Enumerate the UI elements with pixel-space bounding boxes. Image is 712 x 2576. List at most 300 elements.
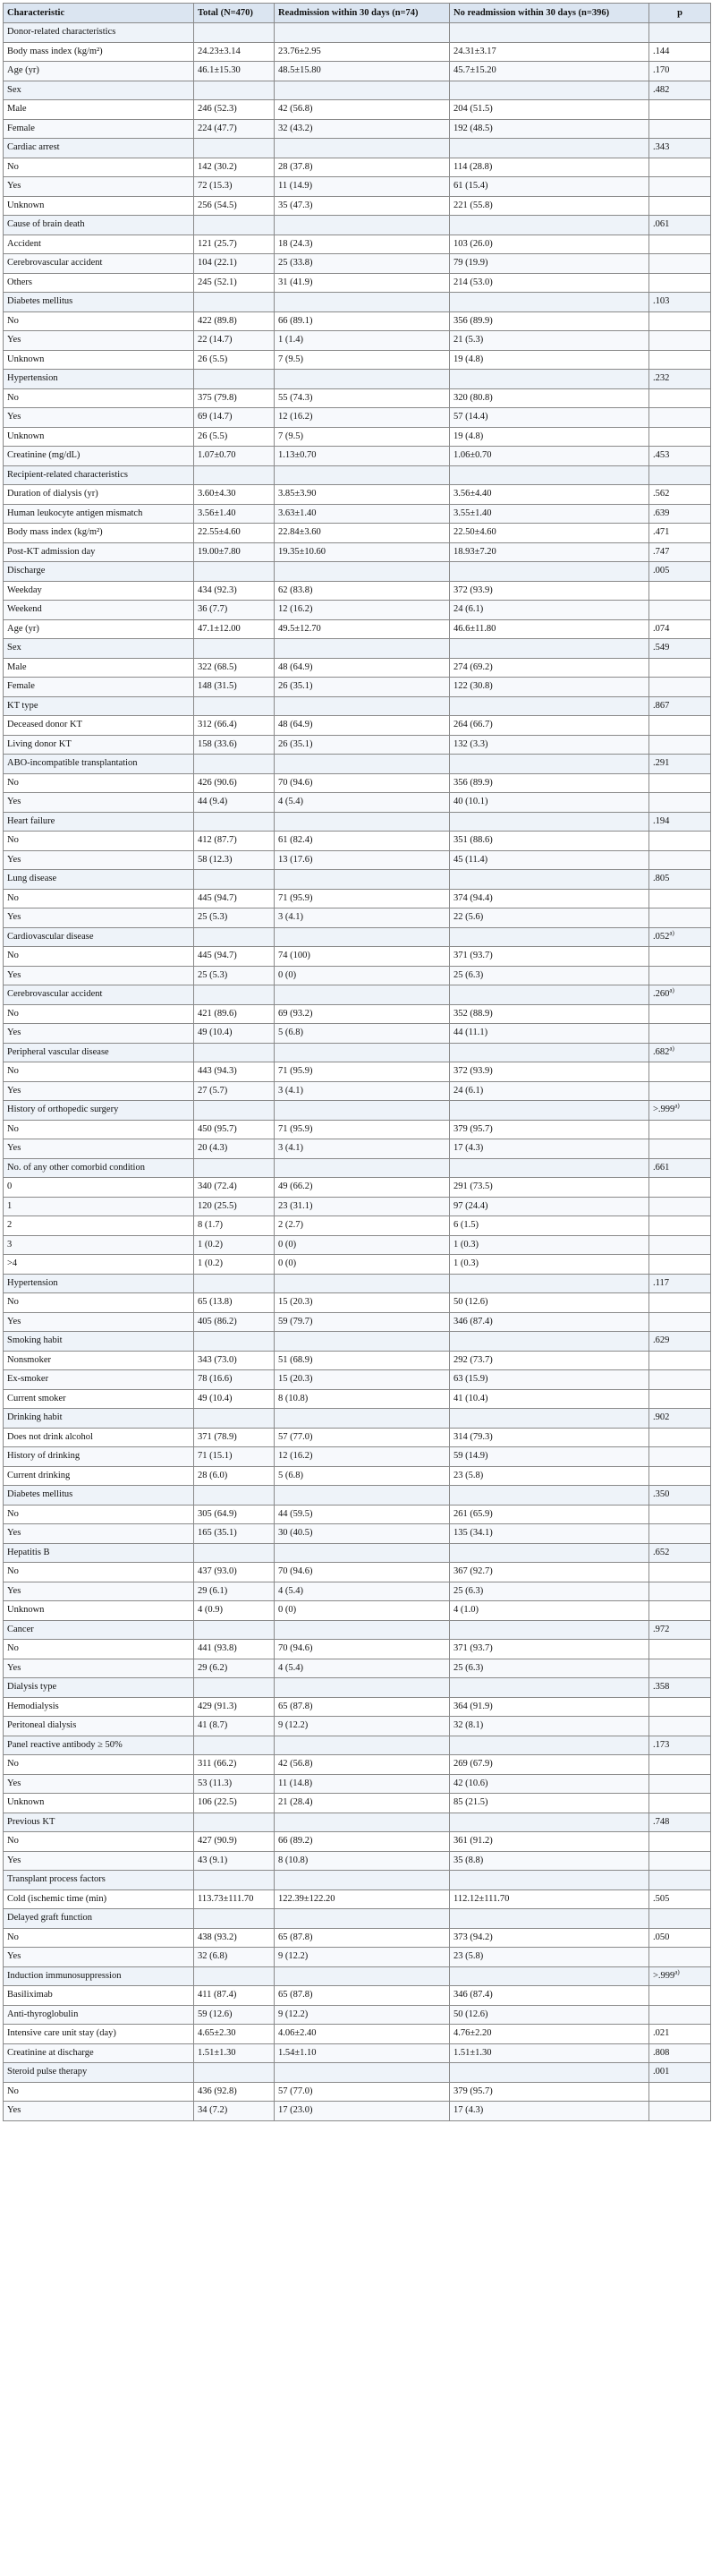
no-readmission-cell (450, 62, 649, 81)
readmission-cell (275, 927, 450, 947)
readmission-cell (275, 62, 450, 81)
characteristic-cell (4, 1255, 194, 1275)
p-value-text: .867 (653, 700, 670, 711)
total-cell (194, 985, 275, 1005)
total-cell (194, 696, 275, 716)
no-readmission-cell (450, 1697, 649, 1717)
characteristic-text: Heart failure (7, 815, 55, 826)
p-value-cell (649, 658, 711, 678)
total-cell (194, 196, 275, 216)
p-value-cell (649, 293, 711, 312)
table-row (4, 1389, 711, 1409)
readmission-cell (275, 1081, 450, 1101)
characteristic-text: Current drinking (7, 1470, 71, 1480)
no-readmission-cell (450, 1678, 649, 1698)
table-row (4, 1004, 711, 1024)
characteristic-text: No (7, 1123, 19, 1134)
characteristic-text: Accident (7, 238, 41, 249)
no-readmission-cell (450, 504, 649, 524)
characteristic-text: Human leukocyte antigen mismatch (7, 508, 143, 518)
no-readmission-cell (450, 1447, 649, 1467)
p-value-cell (649, 196, 711, 216)
table-row (4, 1081, 711, 1101)
characteristic-cell (4, 273, 194, 293)
p-value-cell (649, 1120, 711, 1139)
characteristic-text: Peripheral vascular disease (7, 1046, 109, 1057)
p-value-cell (649, 1563, 711, 1582)
table-row (4, 658, 711, 678)
total-text: 311 (66.2) (198, 1759, 237, 1770)
table-row (4, 1774, 711, 1794)
characteristic-text: No (7, 1297, 19, 1308)
section-header-row (4, 81, 711, 100)
p-value-cell (649, 235, 711, 254)
characteristic-cell (4, 504, 194, 524)
no-readmission-cell (450, 388, 649, 408)
section-header-row (4, 1813, 711, 1832)
no-readmission-cell (450, 1332, 649, 1352)
characteristic-text: History of orthopedic surgery (7, 1105, 119, 1115)
no-readmission-text: 291 (73.5) (453, 1181, 493, 1192)
total-text: 421 (89.6) (198, 1008, 237, 1019)
p-value-cell (649, 1081, 711, 1101)
no-readmission-cell (450, 1948, 649, 1967)
characteristic-text: Cardiac arrest (7, 142, 60, 153)
total-text: 29 (6.1) (198, 1585, 228, 1596)
no-readmission-cell (450, 293, 649, 312)
total-cell (194, 408, 275, 428)
table-row (4, 62, 711, 81)
readmission-cell (275, 1447, 450, 1467)
characteristic-cell (4, 62, 194, 81)
readmission-cell (275, 658, 450, 678)
characteristic-cell (4, 2025, 194, 2044)
characteristic-text: Living donor KT (7, 738, 72, 749)
p-value-cell (649, 1274, 711, 1293)
characteristic-cell (4, 1524, 194, 1544)
readmission-cell (275, 1293, 450, 1313)
total-text: 58 (12.3) (198, 854, 233, 865)
characteristic-cell (4, 1486, 194, 1506)
no-readmission-text: 214 (53.0) (453, 277, 493, 287)
p-value-cell (649, 273, 711, 293)
no-readmission-cell (450, 1197, 649, 1216)
total-cell (194, 2005, 275, 2025)
characteristic-cell (4, 793, 194, 813)
characteristic-cell (4, 1794, 194, 1813)
total-cell (194, 1620, 275, 1640)
readmission-cell (275, 1774, 450, 1794)
no-readmission-text: 379 (95.7) (453, 2086, 493, 2096)
no-readmission-text: 372 (93.9) (453, 1066, 493, 1077)
no-readmission-text: 24 (6.1) (453, 604, 484, 615)
total-cell (194, 1678, 275, 1698)
no-readmission-text: 373 (94.2) (453, 1932, 493, 1942)
no-readmission-cell (450, 447, 649, 466)
no-readmission-cell (450, 2082, 649, 2102)
no-readmission-cell (450, 1409, 649, 1429)
p-value-cell (649, 2005, 711, 2025)
p-value-cell (649, 1351, 711, 1370)
total-cell (194, 1832, 275, 1852)
p-value-text: .050 (653, 1932, 670, 1942)
no-readmission-text: 6 (1.5) (453, 1220, 479, 1231)
total-text: 246 (52.3) (198, 104, 237, 115)
characteristic-cell (4, 601, 194, 620)
total-cell (194, 1486, 275, 1506)
characteristic-text: Induction immunosuppression (7, 1970, 122, 1981)
characteristic-cell (4, 1986, 194, 2006)
characteristic-text: Yes (7, 412, 21, 422)
characteristic-cell (4, 331, 194, 351)
total-text: 22.55±4.60 (198, 527, 241, 538)
p-value-cell (649, 2063, 711, 2083)
p-value-cell (649, 1524, 711, 1544)
characteristic-cell (4, 1197, 194, 1216)
total-cell (194, 158, 275, 177)
total-cell (194, 1851, 275, 1871)
no-readmission-cell (450, 1736, 649, 1755)
p-value-cell (649, 42, 711, 62)
p-value-cell (649, 62, 711, 81)
characteristic-text: Male (7, 104, 27, 115)
total-text: 445 (94.7) (198, 951, 237, 961)
no-readmission-cell (450, 793, 649, 813)
characteristic-cell (4, 1582, 194, 1601)
total-cell (194, 1909, 275, 1929)
no-readmission-cell (450, 562, 649, 582)
readmission-text: 42 (56.8) (278, 104, 313, 115)
total-cell (194, 1813, 275, 1832)
characteristic-cell (4, 1158, 194, 1178)
p-value-cell (649, 562, 711, 582)
readmission-cell (275, 1466, 450, 1486)
no-readmission-text: 367 (92.7) (453, 1566, 493, 1577)
readmission-cell (275, 850, 450, 870)
characteristic-text: No (7, 951, 19, 961)
readmission-cell (275, 1389, 450, 1409)
characteristic-cell (4, 1774, 194, 1794)
characteristic-text: Transplant process factors (7, 1874, 106, 1885)
p-value-cell (649, 2082, 711, 2102)
no-readmission-cell (450, 619, 649, 639)
no-readmission-cell (450, 755, 649, 774)
p-value-cell (649, 81, 711, 100)
total-cell (194, 639, 275, 659)
no-readmission-text: 19 (4.8) (453, 431, 484, 441)
characteristic-text: No (7, 392, 19, 403)
readmission-cell (275, 427, 450, 447)
total-text: 429 (91.3) (198, 1701, 237, 1711)
characteristic-text: Weekday (7, 584, 42, 595)
table-row (4, 350, 711, 370)
section-header-row (4, 1158, 711, 1178)
total-text: 371 (78.9) (198, 1431, 237, 1442)
characteristic-cell (4, 388, 194, 408)
characteristic-text: Sex (7, 643, 21, 653)
no-readmission-text: 361 (91.2) (453, 1836, 493, 1847)
total-text: 8 (1.7) (198, 1220, 223, 1231)
no-readmission-cell (450, 254, 649, 274)
no-readmission-text: 24.31±3.17 (453, 46, 496, 56)
characteristic-text: 2 (7, 1220, 13, 1231)
total-text: 113.73±111.70 (198, 1893, 254, 1904)
no-readmission-cell (450, 408, 649, 428)
characteristic-cell (4, 985, 194, 1005)
characteristic-cell (4, 370, 194, 389)
section-header-row (4, 1486, 711, 1506)
no-readmission-text: 44 (11.1) (453, 1028, 488, 1038)
readmission-cell (275, 1697, 450, 1717)
readmission-text: 9 (12.2) (278, 2009, 309, 2019)
readmission-cell (275, 889, 450, 908)
total-cell (194, 42, 275, 62)
table-row (4, 832, 711, 851)
total-text: 412 (87.7) (198, 835, 237, 846)
readmission-cell (275, 100, 450, 120)
p-value-text: .260 (653, 989, 670, 1000)
no-readmission-cell (450, 1235, 649, 1255)
characteristic-text: Hepatitis B (7, 1547, 50, 1557)
characteristic-cell (4, 562, 194, 582)
p-value-cell (649, 370, 711, 389)
total-text: 41 (8.7) (198, 1720, 228, 1731)
total-text: 3.56±1.40 (198, 508, 236, 518)
characteristic-text: Recipient-related characteristics (7, 469, 128, 480)
p-value-cell (649, 1755, 711, 1775)
p-value-cell (649, 100, 711, 120)
readmission-text: 70 (94.6) (278, 777, 313, 788)
total-cell (194, 1062, 275, 1082)
readmission-text: 0 (0) (278, 1258, 297, 1269)
no-readmission-text: 17 (4.3) (453, 2105, 484, 2116)
characteristic-text: Diabetes mellitus (7, 1489, 73, 1500)
total-text: 43 (9.1) (198, 1855, 228, 1865)
no-readmission-text: 23 (5.8) (453, 1470, 484, 1480)
no-readmission-cell (450, 100, 649, 120)
characteristic-text: Cause of brain death (7, 219, 85, 230)
p-value-cell (649, 716, 711, 736)
p-value-text: .748 (653, 1816, 670, 1827)
total-text: 24.23±3.14 (198, 46, 241, 56)
no-readmission-cell (450, 1120, 649, 1139)
characteristic-text: Yes (7, 335, 21, 345)
p-value-cell (649, 1909, 711, 1929)
total-cell (194, 773, 275, 793)
p-value-cell (649, 1717, 711, 1736)
characteristic-text: Hypertension (7, 373, 58, 384)
characteristic-cell (4, 1543, 194, 1563)
section-header-row (4, 1966, 711, 1986)
no-readmission-text: 3.56±4.40 (453, 489, 492, 499)
readmission-text: 30 (40.5) (278, 1528, 313, 1539)
p-value-cell (649, 927, 711, 947)
total-cell (194, 1966, 275, 1986)
readmission-cell (275, 465, 450, 485)
no-readmission-text: 112.12±111.70 (453, 1893, 510, 1904)
readmission-text: 11 (14.8) (278, 1778, 313, 1788)
no-readmission-cell (450, 427, 649, 447)
total-cell (194, 119, 275, 139)
total-cell (194, 427, 275, 447)
characteristic-cell (4, 1409, 194, 1429)
characteristic-cell (4, 1043, 194, 1062)
readmission-text: 48 (64.9) (278, 661, 313, 672)
no-readmission-cell (450, 1389, 649, 1409)
total-cell (194, 1216, 275, 1236)
footnote-marker: a) (669, 986, 674, 994)
characteristic-cell (4, 1062, 194, 1082)
no-readmission-cell (450, 2025, 649, 2044)
p-value-cell (649, 1986, 711, 2006)
total-cell (194, 716, 275, 736)
no-readmission-text: 379 (95.7) (453, 1123, 493, 1134)
readmission-cell (275, 1024, 450, 1044)
readmission-cell (275, 1101, 450, 1121)
table-row (4, 1582, 711, 1601)
characteristic-cell (4, 619, 194, 639)
readmission-text: 26 (35.1) (278, 681, 313, 692)
no-readmission-cell (450, 1871, 649, 1890)
readmission-cell (275, 832, 450, 851)
characteristic-text: Ex-smoker (7, 1374, 49, 1385)
table-row (4, 1563, 711, 1582)
characteristic-text: Yes (7, 2105, 21, 2116)
characteristics-table (3, 3, 711, 2121)
characteristic-text: Creatinine (mg/dL) (7, 450, 81, 461)
p-value-cell (649, 1505, 711, 1524)
readmission-cell (275, 716, 450, 736)
total-cell (194, 2063, 275, 2083)
no-readmission-text: 364 (91.9) (453, 1701, 493, 1711)
readmission-cell (275, 504, 450, 524)
readmission-cell (275, 1370, 450, 1390)
total-text: 34 (7.2) (198, 2105, 228, 2116)
total-cell (194, 1178, 275, 1198)
p-value-cell (649, 966, 711, 985)
readmission-text: 3.63±1.40 (278, 508, 317, 518)
characteristic-cell (4, 1428, 194, 1447)
characteristic-text: Age (yr) (7, 623, 39, 634)
characteristic-text: No (7, 315, 19, 326)
no-readmission-cell (450, 678, 649, 697)
readmission-text: 4 (5.4) (278, 797, 303, 807)
readmission-text: 1.13±0.70 (278, 450, 317, 461)
p-value-cell (649, 1486, 711, 1506)
readmission-cell (275, 311, 450, 331)
characteristic-text: Yes (7, 1951, 21, 1962)
characteristic-cell (4, 2102, 194, 2121)
characteristic-text: Yes (7, 1143, 21, 1154)
characteristic-cell (4, 1601, 194, 1621)
no-readmission-cell (450, 1139, 649, 1159)
readmission-text: 4 (5.4) (278, 1662, 303, 1673)
p-value-cell (649, 408, 711, 428)
characteristic-cell (4, 678, 194, 697)
readmission-cell (275, 158, 450, 177)
total-text: 121 (25.7) (198, 238, 237, 249)
readmission-cell (275, 1794, 450, 1813)
total-cell (194, 1370, 275, 1390)
readmission-cell (275, 273, 450, 293)
p-value-cell (649, 23, 711, 43)
readmission-text: 32 (43.2) (278, 123, 313, 133)
readmission-cell (275, 1139, 450, 1159)
readmission-cell (275, 619, 450, 639)
table-row (4, 427, 711, 447)
readmission-cell (275, 1524, 450, 1544)
p-value-cell (649, 889, 711, 908)
no-readmission-text: 371 (93.7) (453, 1643, 493, 1654)
characteristic-cell (4, 42, 194, 62)
total-cell (194, 1120, 275, 1139)
characteristic-text: Yes (7, 1585, 21, 1596)
total-text: 1.07±0.70 (198, 450, 236, 461)
no-readmission-cell (450, 524, 649, 543)
table-row (4, 793, 711, 813)
total-cell (194, 100, 275, 120)
characteristic-text: No (7, 1759, 19, 1770)
total-text: 411 (87.4) (198, 1990, 237, 2000)
readmission-cell (275, 1948, 450, 1967)
total-cell (194, 581, 275, 601)
characteristic-text: No (7, 1836, 19, 1847)
table-row (4, 1466, 711, 1486)
p-value-cell (649, 1871, 711, 1890)
table-row (4, 524, 711, 543)
no-readmission-cell (450, 1062, 649, 1082)
no-readmission-cell (450, 1755, 649, 1775)
no-readmission-text: 114 (28.8) (453, 161, 493, 172)
total-text: 158 (33.6) (198, 738, 237, 749)
characteristic-cell (4, 1966, 194, 1986)
no-readmission-text: 1.51±1.30 (453, 2047, 492, 2058)
no-readmission-cell (450, 465, 649, 485)
characteristic-text: 0 (7, 1181, 13, 1192)
readmission-cell (275, 1871, 450, 1890)
characteristic-text: Unknown (7, 354, 45, 364)
total-cell (194, 1255, 275, 1275)
readmission-text: 3 (4.1) (278, 912, 303, 923)
total-cell (194, 1774, 275, 1794)
readmission-cell (275, 485, 450, 505)
total-cell (194, 812, 275, 832)
total-text: 25 (5.3) (198, 912, 228, 923)
p-value-text: .661 (653, 1162, 670, 1173)
table-row (4, 581, 711, 601)
no-readmission-cell (450, 331, 649, 351)
table-row (4, 1178, 711, 1198)
readmission-cell (275, 581, 450, 601)
table-row (4, 1428, 711, 1447)
no-readmission-text: 103 (26.0) (453, 238, 493, 249)
characteristic-cell (4, 716, 194, 736)
characteristic-cell (4, 1024, 194, 1044)
characteristic-text: Drinking habit (7, 1412, 63, 1423)
p-value-cell (649, 1370, 711, 1390)
total-cell (194, 966, 275, 985)
total-cell (194, 293, 275, 312)
section-header-row (4, 927, 711, 947)
no-readmission-text: 192 (48.5) (453, 123, 493, 133)
no-readmission-text: 269 (67.9) (453, 1759, 493, 1770)
no-readmission-text: 63 (15.9) (453, 1374, 488, 1385)
p-value-cell (649, 832, 711, 851)
readmission-cell (275, 735, 450, 755)
no-readmission-text: 346 (87.4) (453, 1990, 493, 2000)
p-value-cell (649, 1678, 711, 1698)
section-header-row (4, 1871, 711, 1890)
